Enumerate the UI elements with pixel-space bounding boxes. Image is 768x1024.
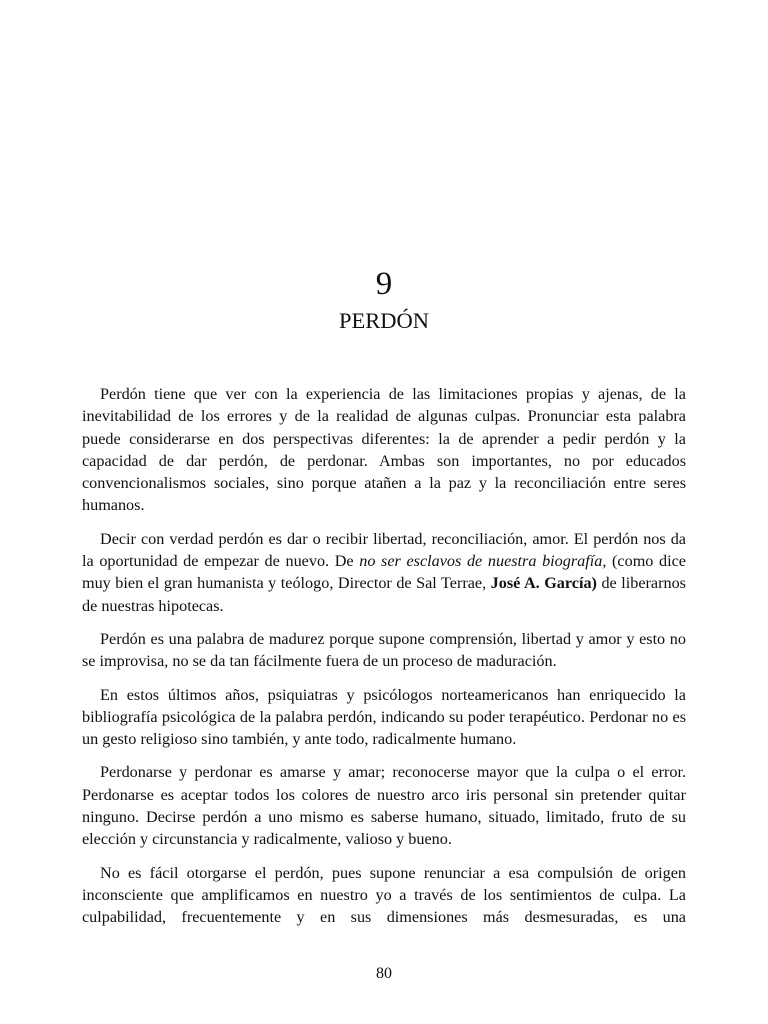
paragraph-2-italic: no ser esclavos de nuestra biografía, <box>359 552 607 571</box>
body-text <box>82 383 686 929</box>
paragraph-3: Perdón es una palabra de madurez porque supone comprensión, libertad y amor y esto no se improvisa, no se da tan fácilmente fuera de un proceso de maduración. <box>82 629 686 671</box>
paragraph-2-text-3: de liberarnos de nuestras hipotecas. <box>82 574 686 615</box>
paragraph-2 <box>82 528 686 617</box>
paragraph-2-bold: José A. García) <box>490 574 597 593</box>
paragraph-4: En estos últimos años, psiquiatras y psicólogos norteamericanos han enriquecido la bibliografía psicológica de la palabra perdón, indicando su poder terapéutico. Perdonar no es un gesto religioso sino también, y ante todo, radicalmente humano. <box>82 685 686 749</box>
paragraph-5: Perdonarse y perdonar es amarse y amar; reconocerse mayor que la culpa o el error. Perdonarse es aceptar todos los colores de nuestro arco iris personal sin pretender quitar ninguno. Decirse perdón a uno mismo es saberse humano, situado, limitado, fruto de su elección y circunstancia y radicalmente, valioso y bueno. <box>82 763 686 849</box>
paragraph-2-text-2: (como dice muy bien el gran humanista y teólogo, Director de Sal Terrae, <box>82 552 686 593</box>
chapter-title: PERDÓN <box>338 308 429 333</box>
paragraph-6: No es fácil otorgarse el perdón, pues supone renunciar a esa compulsión de origen inconsciente que amplificamos en nuestro yo a través de los sentimientos de culpa. La culpabilidad, frecuentemente y en sus dimensiones más desmesuradas, es una <box>82 863 686 927</box>
paragraph-2-text-1: Decir con verdad perdón es dar o recibir libertad, reconciliación, amor. El perdón nos da la oportunidad de empezar de nuevo. De <box>82 529 686 571</box>
page-number: 80 <box>376 965 392 982</box>
chapter-number: 9 <box>375 266 393 302</box>
paragraph-1: Perdón tiene que ver con la experiencia de las limitaciones propias y ajenas, de la inevitabilidad de los errores y de la realidad de algunas culpas. Pronunciar esta palabra puede considerarse en dos perspectivas diferentes: la de aprender a pedir perdón y la capacidad de dar perdón, de perdonar. Ambas son importantes, no por educados convencionalismos sociales, sino porque atañen a la paz y la reconciliación entre seres humanos. <box>82 385 686 515</box>
